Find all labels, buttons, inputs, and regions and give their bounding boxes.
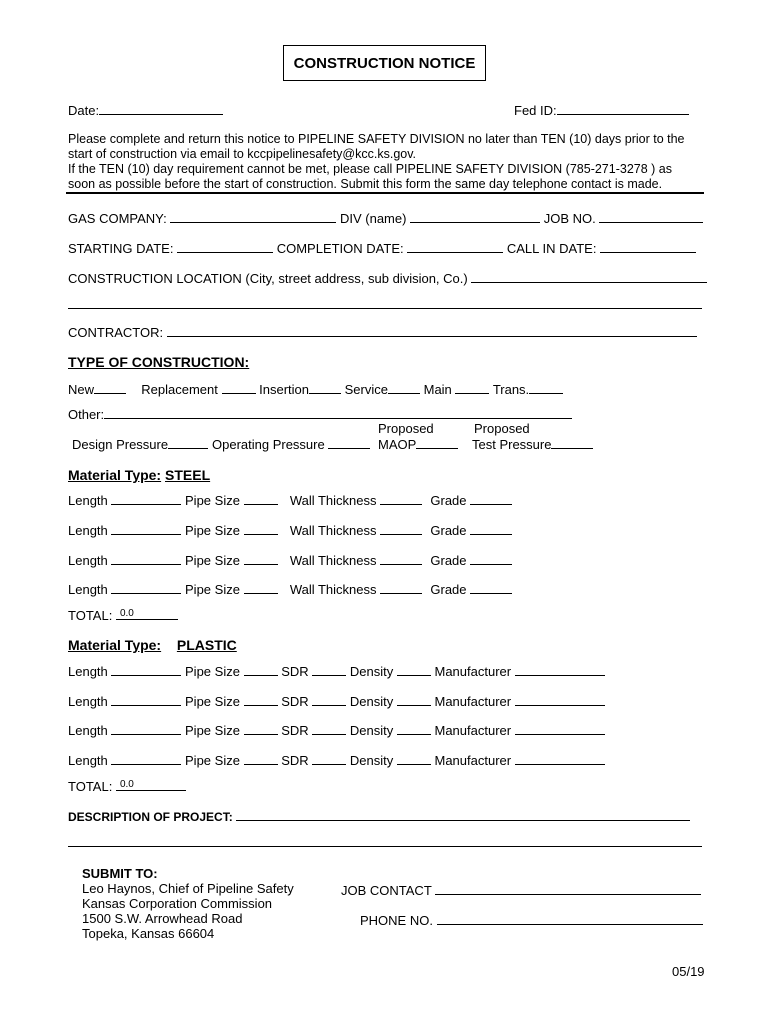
grade-field[interactable] [470,581,512,594]
manufacturer-label: Manufacturer [434,753,512,768]
plastic-total-row [68,778,186,794]
pipe-size-field[interactable] [244,752,278,765]
option-new-label: New [68,382,95,397]
job-contact-row [341,882,701,898]
wall-thickness-label: Wall Thickness [289,553,377,568]
contractor-field[interactable] [167,324,697,337]
option-service-field[interactable] [388,381,420,394]
length-field[interactable] [111,722,181,735]
length-field[interactable] [111,663,181,676]
fedid-label: Fed ID: [514,103,557,118]
proposed-maop-top: Proposed [378,421,434,436]
length-label: Length [68,582,108,597]
starting-date-field[interactable] [177,240,273,253]
grade-field[interactable] [470,522,512,535]
pipe-size-label: Pipe Size [185,694,240,709]
construction-location-field-2[interactable] [68,296,702,309]
operating-pressure-row [212,436,370,452]
option-insertion-field[interactable] [309,381,341,394]
length-field[interactable] [111,552,181,565]
sdr-field[interactable] [312,663,346,676]
grade-field[interactable] [470,552,512,565]
location-row [68,270,707,286]
sdr-label: SDR [281,753,309,768]
steel-row [68,522,512,538]
manufacturer-field[interactable] [515,752,605,765]
density-field[interactable] [397,663,431,676]
instruction-line: soon as possible before the start of construction. Submit this form the same day telephone contact is made. [68,177,663,191]
plastic-row [68,752,605,768]
contractor-label: CONTRACTOR: [68,325,164,340]
steel-total-value: 0.0 [119,608,134,619]
job-no-label: JOB NO. [543,211,596,226]
proposed-maop-field[interactable] [416,436,458,449]
grade-label: Grade [430,553,467,568]
density-label: Density [349,694,394,709]
wall-thickness-field[interactable] [380,522,422,535]
plastic-total-label: TOTAL: [68,779,113,794]
gas-company-field[interactable] [170,210,336,223]
pipe-size-field[interactable] [244,693,278,706]
date-row [68,102,223,118]
plastic-total-value: 0.0 [119,779,134,790]
steel-total-field[interactable] [116,607,178,620]
option-main-label: Main [423,382,452,397]
revision-code: 05/19 [672,964,705,979]
submit-heading: SUBMIT TO: [82,866,158,881]
plastic-row [68,663,605,679]
sdr-field[interactable] [312,693,346,706]
form-title: CONSTRUCTION NOTICE [283,45,486,81]
type-of-construction-heading: TYPE OF CONSTRUCTION: [68,354,250,370]
length-label: Length [68,664,108,679]
fedid-field[interactable] [557,102,689,115]
option-replacement-label: Replacement [141,382,218,397]
call-in-date-label: CALL IN DATE: [506,241,597,256]
density-field[interactable] [397,693,431,706]
pipe-size-label: Pipe Size [185,553,240,568]
pressure-row [72,436,208,452]
plastic-heading [68,637,237,653]
density-label: Density [349,723,394,738]
submit-line: Kansas Corporation Commission [82,896,273,911]
submit-block [82,866,294,941]
description-field-2[interactable] [68,834,702,847]
density-field[interactable] [397,722,431,735]
pipe-size-label: Pipe Size [185,664,240,679]
wall-thickness-field[interactable] [380,492,422,505]
gas-company-label: GAS COMPANY: [68,211,167,226]
option-replacement-field[interactable] [222,381,256,394]
sdr-label: SDR [281,723,309,738]
wall-thickness-label: Wall Thickness [289,523,377,538]
length-label: Length [68,553,108,568]
other-row [68,406,572,422]
manufacturer-field[interactable] [515,663,605,676]
operating-pressure-label: Operating Pressure [212,437,325,452]
plastic-heading-prefix: Material Type: [68,637,162,653]
grade-label: Grade [430,493,467,508]
description-field[interactable] [236,808,690,821]
plastic-row [68,693,605,709]
length-field[interactable] [111,581,181,594]
instruction-line: Please complete and return this notice to PIPELINE SAFETY DIVISION no later than TEN (10) days prior to the [68,132,685,146]
fedid-row [514,102,689,118]
job-no-field[interactable] [599,210,703,223]
option-main-field[interactable] [455,381,489,394]
pipe-size-field[interactable] [244,492,278,505]
manufacturer-label: Manufacturer [434,723,512,738]
sdr-field[interactable] [312,722,346,735]
proposed-test-field[interactable] [551,436,593,449]
instruction-line: start of construction via email to kccpipelinesafety@kcc.ks.gov. [68,147,417,161]
length-label: Length [68,694,108,709]
plastic-total-field[interactable] [116,778,186,791]
instructions [68,132,708,192]
option-service-label: Service [344,382,388,397]
steel-row [68,552,512,568]
div-name-field[interactable] [410,210,540,223]
call-in-date-field[interactable] [600,240,696,253]
other-field[interactable] [104,406,572,419]
gas-company-row [68,210,703,226]
plastic-heading-value: PLASTIC [176,637,237,653]
manufacturer-label: Manufacturer [434,694,512,709]
length-label: Length [68,753,108,768]
submit-line: Topeka, Kansas 66604 [82,926,215,941]
construction-location-field[interactable] [471,270,707,283]
date-field[interactable] [99,102,223,115]
steel-row [68,492,512,508]
maop-row [378,436,458,452]
phone-field[interactable] [437,912,703,925]
starting-date-label: STARTING DATE: [68,241,174,256]
pipe-size-field[interactable] [244,552,278,565]
other-label: Other: [68,407,105,422]
steel-total-label: TOTAL: [68,608,113,623]
grade-label: Grade [430,523,467,538]
phone-row [360,912,703,928]
sdr-label: SDR [281,694,309,709]
pipe-size-label: Pipe Size [185,493,240,508]
steel-total-row [68,607,178,623]
length-label: Length [68,493,108,508]
steel-heading [68,467,210,483]
operating-pressure-field[interactable] [328,436,370,449]
phone-label: PHONE NO. [360,913,433,928]
submit-line: Leo Haynos, Chief of Pipeline Safety [82,881,294,896]
steel-row [68,581,512,597]
pipe-size-field[interactable] [244,663,278,676]
proposed-maop-label: MAOP [378,437,417,452]
plastic-row [68,722,605,738]
option-insertion-label: Insertion [259,382,309,397]
wall-thickness-field[interactable] [380,581,422,594]
design-pressure-field[interactable] [168,436,208,449]
sdr-label: SDR [281,664,309,679]
description-label: DESCRIPTION OF PROJECT: [68,810,233,824]
proposed-test-label: Test Pressure [472,437,552,452]
wall-thickness-field[interactable] [380,552,422,565]
option-trans-label: Trans. [492,382,530,397]
div-name-label: DIV (name) [339,211,407,226]
density-label: Density [349,664,394,679]
length-field[interactable] [111,693,181,706]
construction-location-label: CONSTRUCTION LOCATION (City, street address, sub division, Co.) [68,271,468,286]
option-new-field[interactable] [94,381,126,394]
pipe-size-label: Pipe Size [185,723,240,738]
length-label: Length [68,723,108,738]
pipe-size-label: Pipe Size [185,523,240,538]
grade-field[interactable] [470,492,512,505]
dates-row [68,240,696,256]
construction-options-row [68,381,563,397]
design-pressure-label: Design Pressure [72,437,169,452]
instruction-line: If the TEN (10) day requirement cannot be met, please call PIPELINE SAFETY DIVISION (785-271-3278 ) as [68,162,672,176]
pipe-size-field[interactable] [244,581,278,594]
pipe-size-label: Pipe Size [185,753,240,768]
proposed-test-top: Proposed [474,421,530,436]
manufacturer-label: Manufacturer [434,664,512,679]
density-label: Density [349,753,394,768]
manufacturer-field[interactable] [515,693,605,706]
manufacturer-field[interactable] [515,722,605,735]
completion-date-field[interactable] [407,240,503,253]
pipe-size-field[interactable] [244,722,278,735]
completion-date-label: COMPLETION DATE: [276,241,404,256]
length-label: Length [68,523,108,538]
sdr-field[interactable] [312,752,346,765]
test-pressure-row [472,436,593,452]
description-row [68,808,690,824]
pipe-size-label: Pipe Size [185,582,240,597]
grade-label: Grade [430,582,467,597]
wall-thickness-label: Wall Thickness [289,493,377,508]
length-field[interactable] [111,522,181,535]
pipe-size-field[interactable] [244,522,278,535]
job-contact-label: JOB CONTACT [341,883,432,898]
steel-heading-prefix: Material Type: [68,467,162,483]
option-trans-field[interactable] [529,381,563,394]
contractor-row [68,324,697,340]
density-field[interactable] [397,752,431,765]
divider [66,192,704,194]
submit-line: 1500 S.W. Arrowhead Road [82,911,243,926]
length-field[interactable] [111,492,181,505]
job-contact-field[interactable] [435,882,701,895]
date-label: Date: [68,103,100,118]
length-field[interactable] [111,752,181,765]
steel-heading-value: STEEL [165,467,211,483]
wall-thickness-label: Wall Thickness [289,582,377,597]
